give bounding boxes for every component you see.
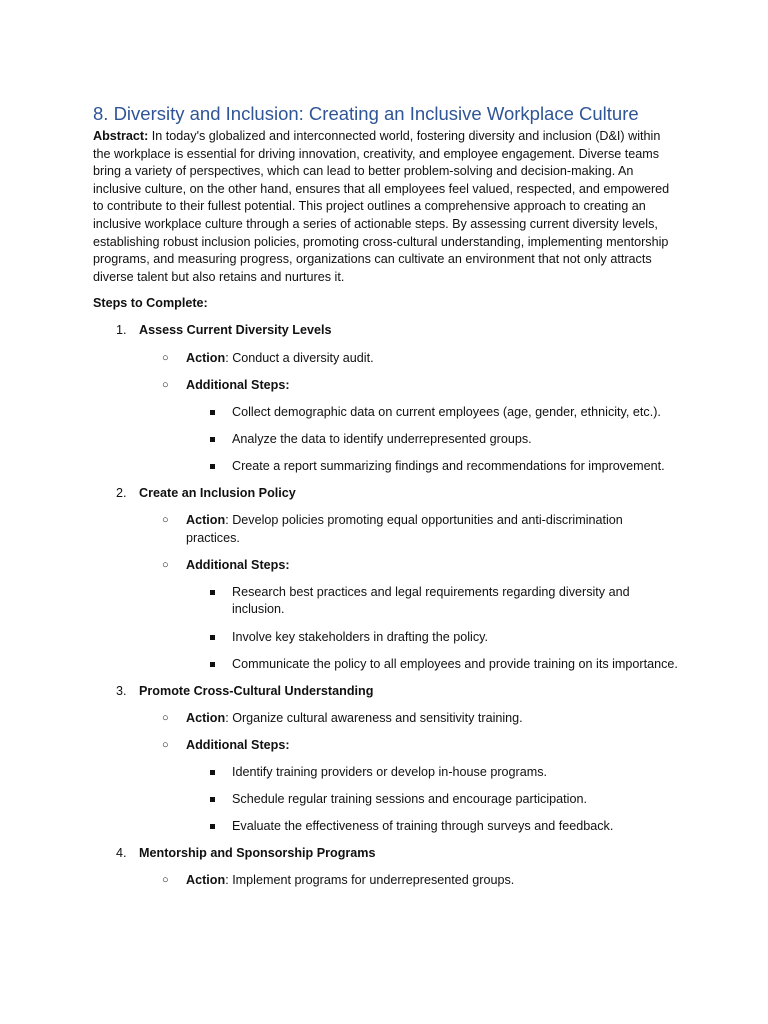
- action-separator: :: [225, 873, 233, 888]
- action-text: Organize cultural awareness and sensitivity training.: [232, 710, 523, 725]
- abstract-label: Abstract:: [93, 129, 149, 143]
- additional-steps-item: [93, 737, 678, 755]
- hollow-circle-bullet-icon: ○: [162, 874, 169, 887]
- action-label: Action: [186, 513, 226, 528]
- step-title: Create an Inclusion Policy: [139, 486, 296, 500]
- square-bullet-icon: [210, 662, 215, 667]
- additional-step: [93, 791, 678, 809]
- additional-step: [93, 458, 678, 476]
- step-number: 3.: [116, 683, 127, 698]
- hollow-circle-bullet-icon: ○: [162, 711, 169, 724]
- step-details: [93, 710, 678, 836]
- additional-step: [93, 584, 678, 619]
- additional-steps-label: Additional Steps:: [186, 557, 290, 572]
- step-details: [93, 872, 678, 890]
- action-item: [93, 710, 678, 728]
- additional-steps-label: Additional Steps:: [186, 377, 290, 392]
- square-bullet-icon: [210, 770, 215, 775]
- additional-steps-list: [93, 764, 678, 836]
- additional-step-text: Identify training providers or develop in-house programs.: [232, 765, 548, 780]
- additional-step-text: Collect demographic data on current employees (age, gender, ethnicity, etc.).: [232, 404, 661, 419]
- square-bullet-icon: [210, 590, 215, 595]
- step-number: 2.: [116, 486, 127, 500]
- action-label: Action: [186, 873, 226, 888]
- action-item: [93, 872, 678, 890]
- additional-step-text: Create a report summarizing findings and recommendations for improvement.: [232, 458, 665, 473]
- hollow-circle-bullet-icon: ○: [162, 558, 169, 571]
- step-item: [93, 485, 678, 673]
- steps-heading: Steps to Complete:: [93, 296, 208, 311]
- step-details: [93, 350, 678, 476]
- additional-steps-item: [93, 377, 678, 395]
- action-separator: :: [225, 350, 233, 365]
- action-label: Action: [186, 710, 226, 725]
- additional-step-text: Schedule regular training sessions and encourage participation.: [232, 792, 587, 807]
- action-item: [93, 350, 678, 368]
- hollow-circle-bullet-icon: ○: [162, 351, 169, 364]
- additional-step: [93, 431, 678, 449]
- square-bullet-icon: [210, 797, 215, 802]
- abstract-text: In today's globalized and interconnected world, fostering diversity and inclusion (D&I) within the workplace is essential for driving innovation, creativity, and employee engagement. Diverse teams bring a variety of perspectives, which can lead to better problem-solving and decision-making. An inclusive culture, on the other hand, ensures that all employees feel valued, respected, and empowered to contribute to their fullest potential. This project outlines a comprehensive approach to creating an inclusive workplace culture through a series of actionable steps. By assessing current diversity levels, establishing robust inclusion policies, promoting cross-cultural understanding, implementing mentorship programs, and measuring progress, organizations can cultivate an environment that not only attracts diverse talent but also retains and nurtures it.: [93, 129, 670, 284]
- step-details: [93, 512, 678, 673]
- additional-step-text: Evaluate the effectiveness of training through surveys and feedback.: [232, 819, 614, 834]
- additional-step-text: Involve key stakeholders in drafting the policy.: [232, 629, 488, 644]
- additional-step: [93, 764, 678, 782]
- hollow-circle-bullet-icon: ○: [162, 514, 169, 527]
- additional-step-text: Analyze the data to identify underrepresented groups.: [232, 431, 532, 446]
- square-bullet-icon: [210, 635, 215, 640]
- additional-step-text: Research best practices and legal requirements regarding diversity and inclusion.: [232, 584, 630, 617]
- additional-steps-label: Additional Steps:: [186, 737, 290, 752]
- action-text: Conduct a diversity audit.: [232, 350, 374, 365]
- hollow-circle-bullet-icon: ○: [162, 378, 169, 391]
- step-title: Promote Cross-Cultural Understanding: [139, 683, 374, 698]
- action-separator: :: [225, 513, 233, 528]
- action-label: Action: [186, 350, 226, 365]
- square-bullet-icon: [210, 410, 215, 415]
- step-item: [93, 322, 678, 475]
- steps-list: [93, 322, 678, 890]
- step-title: Mentorship and Sponsorship Programs: [139, 846, 376, 861]
- step-number: 4.: [116, 846, 127, 861]
- action-item: [93, 512, 678, 547]
- action-separator: :: [225, 710, 233, 725]
- hollow-circle-bullet-icon: ○: [162, 738, 169, 751]
- additional-steps-list: [93, 404, 678, 476]
- additional-step-text: Communicate the policy to all employees and provide training on its importance.: [232, 656, 678, 671]
- square-bullet-icon: [210, 464, 215, 469]
- abstract-paragraph: [93, 128, 678, 286]
- additional-step: [93, 629, 678, 647]
- additional-steps-list: [93, 584, 678, 673]
- square-bullet-icon: [210, 824, 215, 829]
- document-page: [93, 102, 678, 890]
- step-title: Assess Current Diversity Levels: [139, 323, 332, 338]
- square-bullet-icon: [210, 437, 215, 442]
- step-item: [93, 683, 678, 836]
- action-text: Develop policies promoting equal opportunities and anti-discrimination practices.: [186, 513, 623, 545]
- additional-step: [93, 656, 678, 674]
- additional-steps-item: [93, 557, 678, 575]
- step-number: 1.: [116, 323, 127, 338]
- step-item: [93, 845, 678, 890]
- additional-step: [93, 818, 678, 836]
- document-title: 8. Diversity and Inclusion: Creating an Inclusive Workplace Culture: [93, 103, 639, 124]
- additional-step: [93, 404, 678, 422]
- action-text: Implement programs for underrepresented groups.: [232, 873, 515, 888]
